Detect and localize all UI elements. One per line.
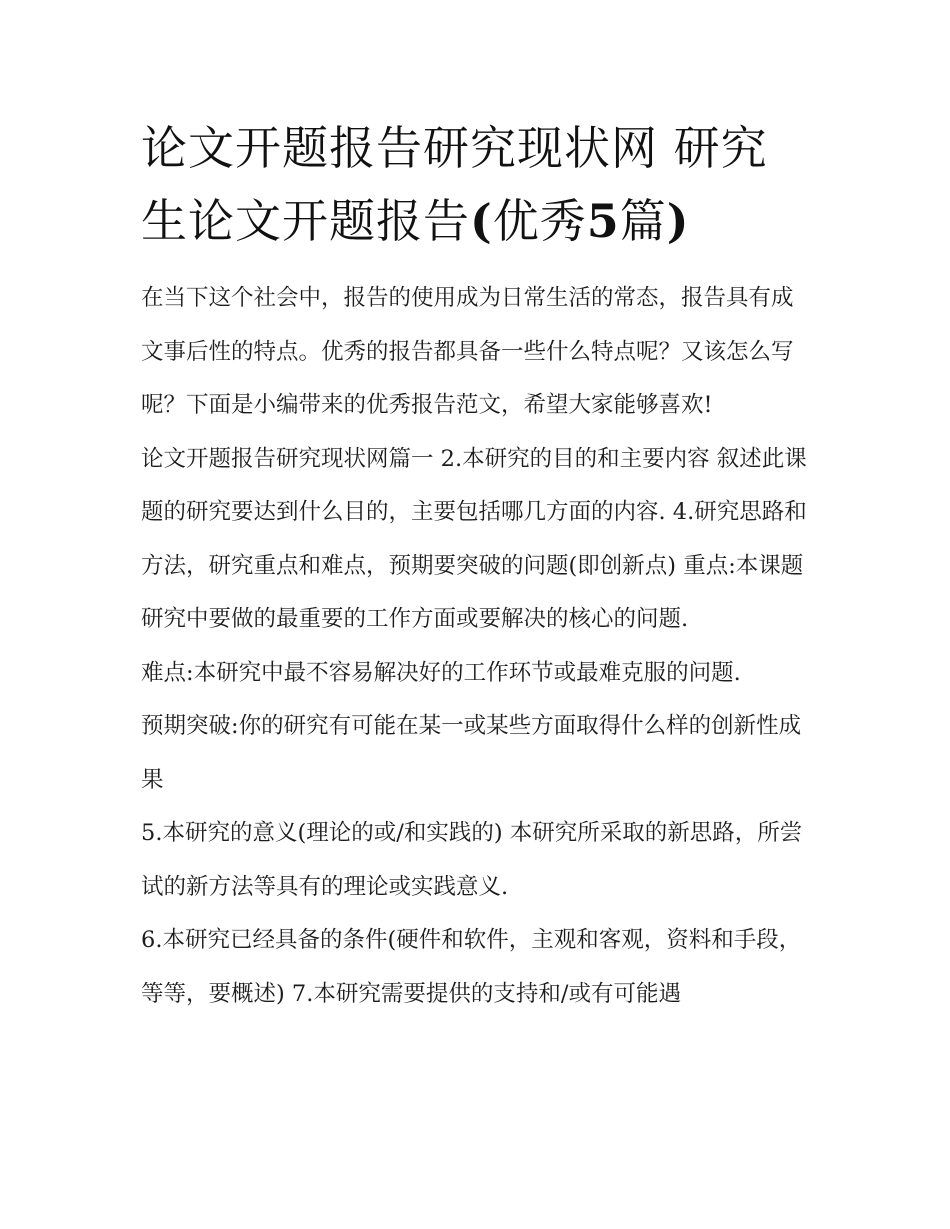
significance-paragraph: 5.本研究的意义(理论的或/和实践的) 本研究所采取的新思路，所尝试的新方法等具有的理论或实践意义. — [141, 820, 803, 900]
intro-paragraph: 在当下这个社会中，报告的使用成为日常生活的常态，报告具有成文事后性的特点。优秀的报告都具备一些什么特点呢？又该怎么写呢？下面是小编带来的优秀报告范文，希望大家能够喜欢! — [141, 285, 794, 418]
document-body — [141, 272, 813, 1021]
document-page — [141, 112, 813, 1021]
title-line-1: 论文开题报告研究现状网 研究 — [141, 121, 768, 175]
section-one-paragraph: 论文开题报告研究现状网篇一 2.本研究的目的和主要内容 叙述此课题的研究要达到什么目的，主要包括哪几方面的内容. 4.研究思路和方法，研究重点和难点，预期要突破的问题(即创新点) 重点:本课题研究中要做的最重要的工作方面或要解决的核心的问题. — [141, 445, 807, 632]
conditions-paragraph: 6.本研究已经具备的条件(硬件和软件，主观和客观，资料和手段，等等，要概述) 7.本研究需要提供的支持和/或有可能遇 — [141, 927, 802, 1007]
title-line-2: 生论文开题报告(优秀5篇) — [141, 194, 690, 248]
breakthrough-paragraph: 预期突破:你的研究有可能在某一或某些方面取得什么样的创新性成果 — [141, 713, 802, 793]
document-title — [141, 112, 813, 258]
difficulty-paragraph: 难点:本研究中最不容易解决好的工作环节或最难克服的问题. — [141, 659, 741, 686]
